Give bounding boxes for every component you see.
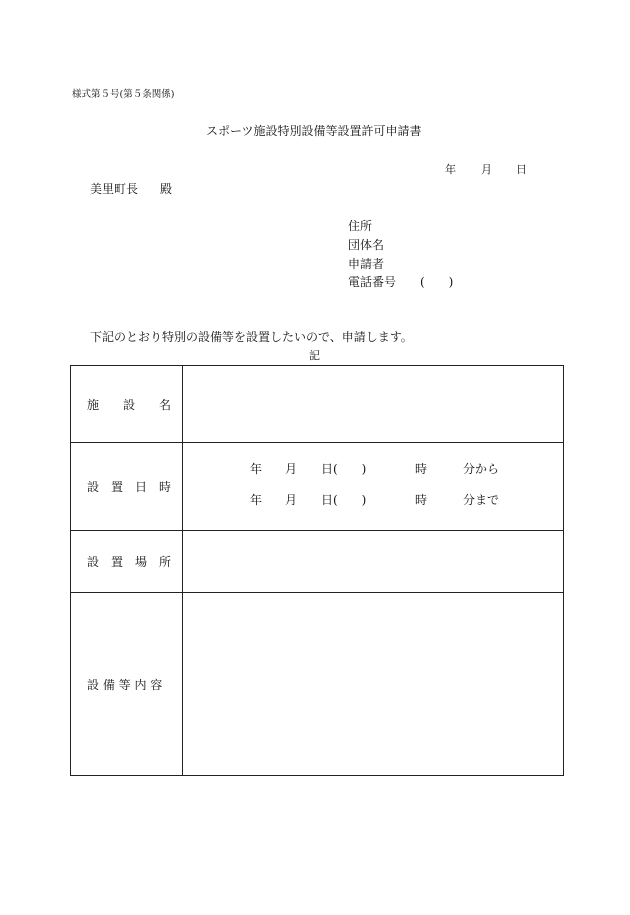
datetime-value[interactable] (183, 443, 564, 531)
to-day: 日( ) (321, 493, 367, 507)
form-number: 様式第５号(第５条関係) (72, 89, 175, 100)
datetime-label: 設 置 日 時 (87, 480, 172, 494)
applicant-phone-parens: ( ) (420, 275, 454, 289)
location-value[interactable] (183, 531, 564, 593)
equipment-label: 設 備 等 内 容 (87, 677, 163, 692)
table-row (71, 443, 564, 531)
datetime-to-line (183, 491, 563, 507)
from-month: 月 (285, 462, 298, 476)
table-row (71, 366, 564, 443)
to-year: 年 (250, 493, 263, 507)
location-label-cell (71, 531, 183, 593)
applicant-address-label: 住所 (348, 219, 373, 233)
equipment-value[interactable] (183, 593, 564, 776)
date-day: 日 (516, 163, 527, 176)
facility-name-value[interactable] (183, 366, 564, 443)
from-minute: 分から (463, 462, 500, 476)
applicant-phone-label: 電話番号 (348, 275, 397, 289)
ki-heading: 記 (309, 349, 320, 362)
to-month: 月 (285, 493, 298, 507)
applicant-name-label: 申請者 (348, 257, 385, 271)
from-day: 日( ) (321, 462, 367, 476)
facility-name-label-cell (71, 366, 183, 443)
equipment-label-cell (71, 593, 183, 776)
from-year: 年 (250, 462, 263, 476)
date-month: 月 (481, 163, 492, 176)
datetime-label-cell (71, 443, 183, 531)
applicant-organization-label: 団体名 (348, 238, 385, 252)
form-title: スポーツ施設特別設備等設置許可申請書 (206, 124, 422, 138)
to-hour: 時 (415, 493, 428, 507)
addressee-honorific: 殿 (160, 182, 173, 196)
location-label: 設 置 場 所 (87, 555, 172, 569)
facility-name-label: 施 設 名 (87, 397, 172, 412)
from-hour: 時 (415, 462, 428, 476)
date-year: 年 (445, 163, 456, 176)
intro-text: 下記のとおり特別の設備等を設置したいので、申請します。 (90, 330, 413, 344)
to-minute: 分まで (463, 493, 500, 507)
table-row (71, 531, 564, 593)
addressee-name: 美里町長 (90, 182, 139, 196)
application-table (70, 365, 564, 776)
datetime-from-line (183, 460, 563, 476)
table-row (71, 593, 564, 776)
